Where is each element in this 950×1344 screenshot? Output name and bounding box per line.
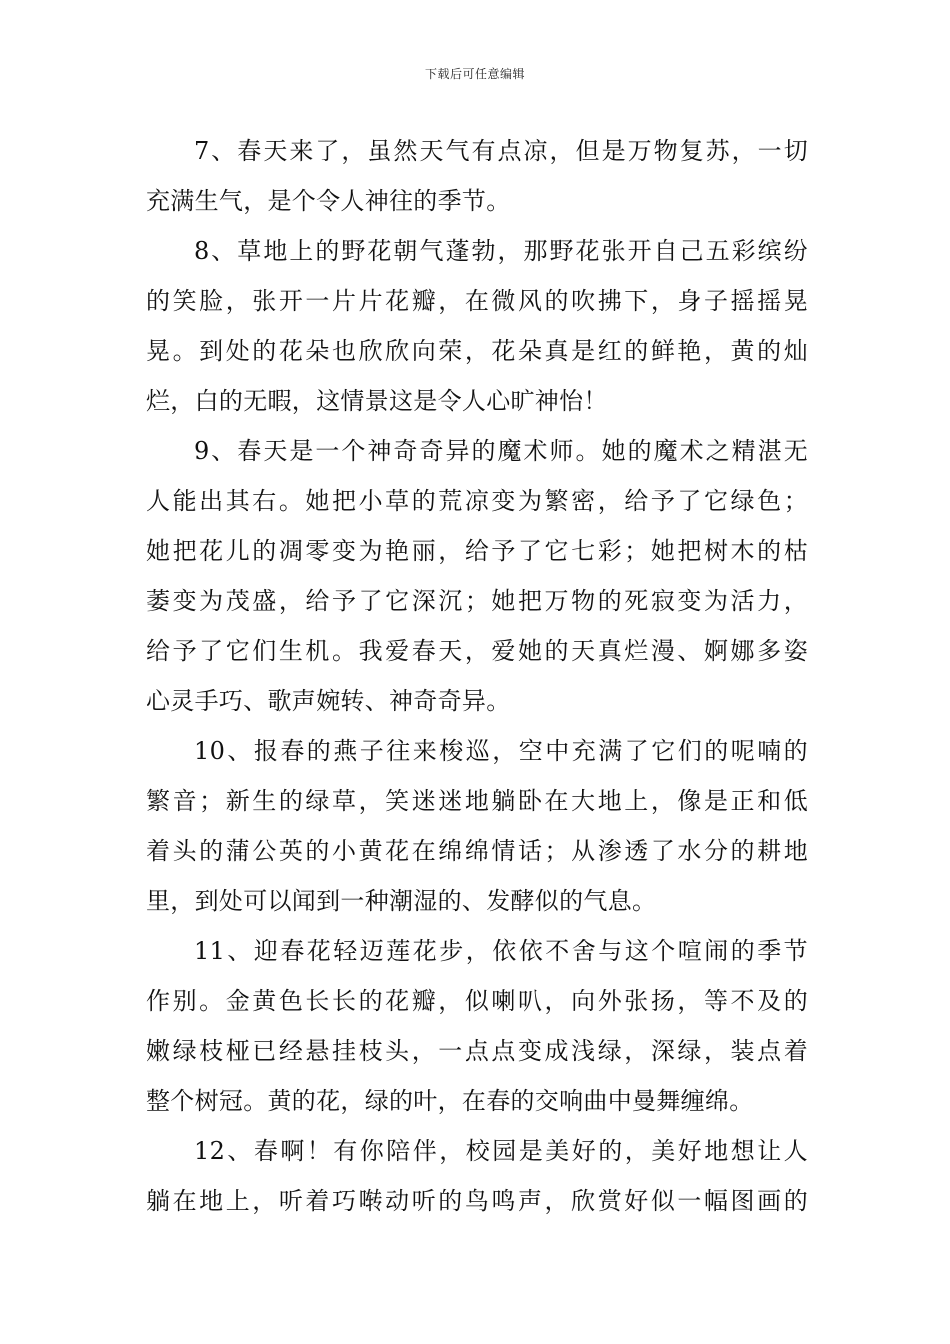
text-line: 作别。金黄色长长的花瓣，似喇叭，向外张扬，等不及的: [146, 987, 808, 1015]
paragraph-11: [146, 926, 808, 1126]
text-line: 8、草地上的野花朝气蓬勃，那野花张开自己五彩缤纷: [194, 237, 808, 265]
text-line: 着头的蒲公英的小黄花在绵绵情话；从渗透了水分的耕地: [146, 837, 808, 865]
text-line: 充满生气，是个令人神往的季节。: [146, 187, 511, 215]
page-header: 下载后可任意编辑: [424, 67, 525, 81]
paragraph-9: [146, 426, 808, 726]
text-line: 的笑脸，张开一片片花瓣，在微风的吹拂下，身子摇摇晃: [146, 287, 808, 315]
text-line: 10、报春的燕子往来梭巡，空中充满了它们的呢喃的: [194, 737, 808, 765]
document-body: [146, 126, 808, 1226]
text-line: 给予了它们生机。我爱春天，爱她的天真烂漫、婀娜多姿: [146, 637, 808, 665]
text-line: 里，到处可以闻到一种潮湿的、发酵似的气息。: [146, 887, 657, 915]
text-line: 12、春啊！有你陪伴，校园是美好的，美好地想让人: [194, 1137, 808, 1165]
text-line: 萎变为茂盛，给予了它深沉；她把万物的死寂变为活力，: [146, 587, 808, 615]
text-line: 7、春天来了，虽然天气有点凉，但是万物复苏，一切: [194, 137, 808, 165]
text-line: 人能出其右。她把小草的荒凉变为繁密，给予了它绿色；: [146, 487, 808, 515]
paragraph-8: [146, 226, 808, 426]
paragraph-12: [146, 1126, 808, 1226]
text-line: 她把花儿的凋零变为艳丽，给予了它七彩；她把树木的枯: [146, 537, 808, 565]
text-line: 晃。到处的花朵也欣欣向荣，花朵真是红的鲜艳，黄的灿: [146, 337, 808, 365]
text-line: 整个树冠。黄的花，绿的叶，在春的交响曲中曼舞缠绵。: [146, 1087, 754, 1115]
paragraph-10: [146, 726, 808, 926]
text-line: 9、春天是一个神奇奇异的魔术师。她的魔术之精湛无: [194, 437, 808, 465]
text-line: 心灵手巧、歌声婉转、神奇奇异。: [146, 687, 511, 715]
paragraph-7: [146, 126, 808, 226]
text-line: 嫩绿枝桠已经悬挂枝头，一点点变成浅绿，深绿，装点着: [146, 1037, 808, 1065]
text-line: 繁音；新生的绿草，笑迷迷地躺卧在大地上，像是正和低: [146, 787, 808, 815]
text-line: 烂，白的无暇，这情景这是令人心旷神怡！: [146, 387, 608, 415]
text-line: 11、迎春花轻迈莲花步，依依不舍与这个喧闹的季节: [194, 937, 808, 965]
text-line: 躺在地上，听着巧啭动听的鸟鸣声，欣赏好似一幅图画的: [146, 1187, 808, 1215]
